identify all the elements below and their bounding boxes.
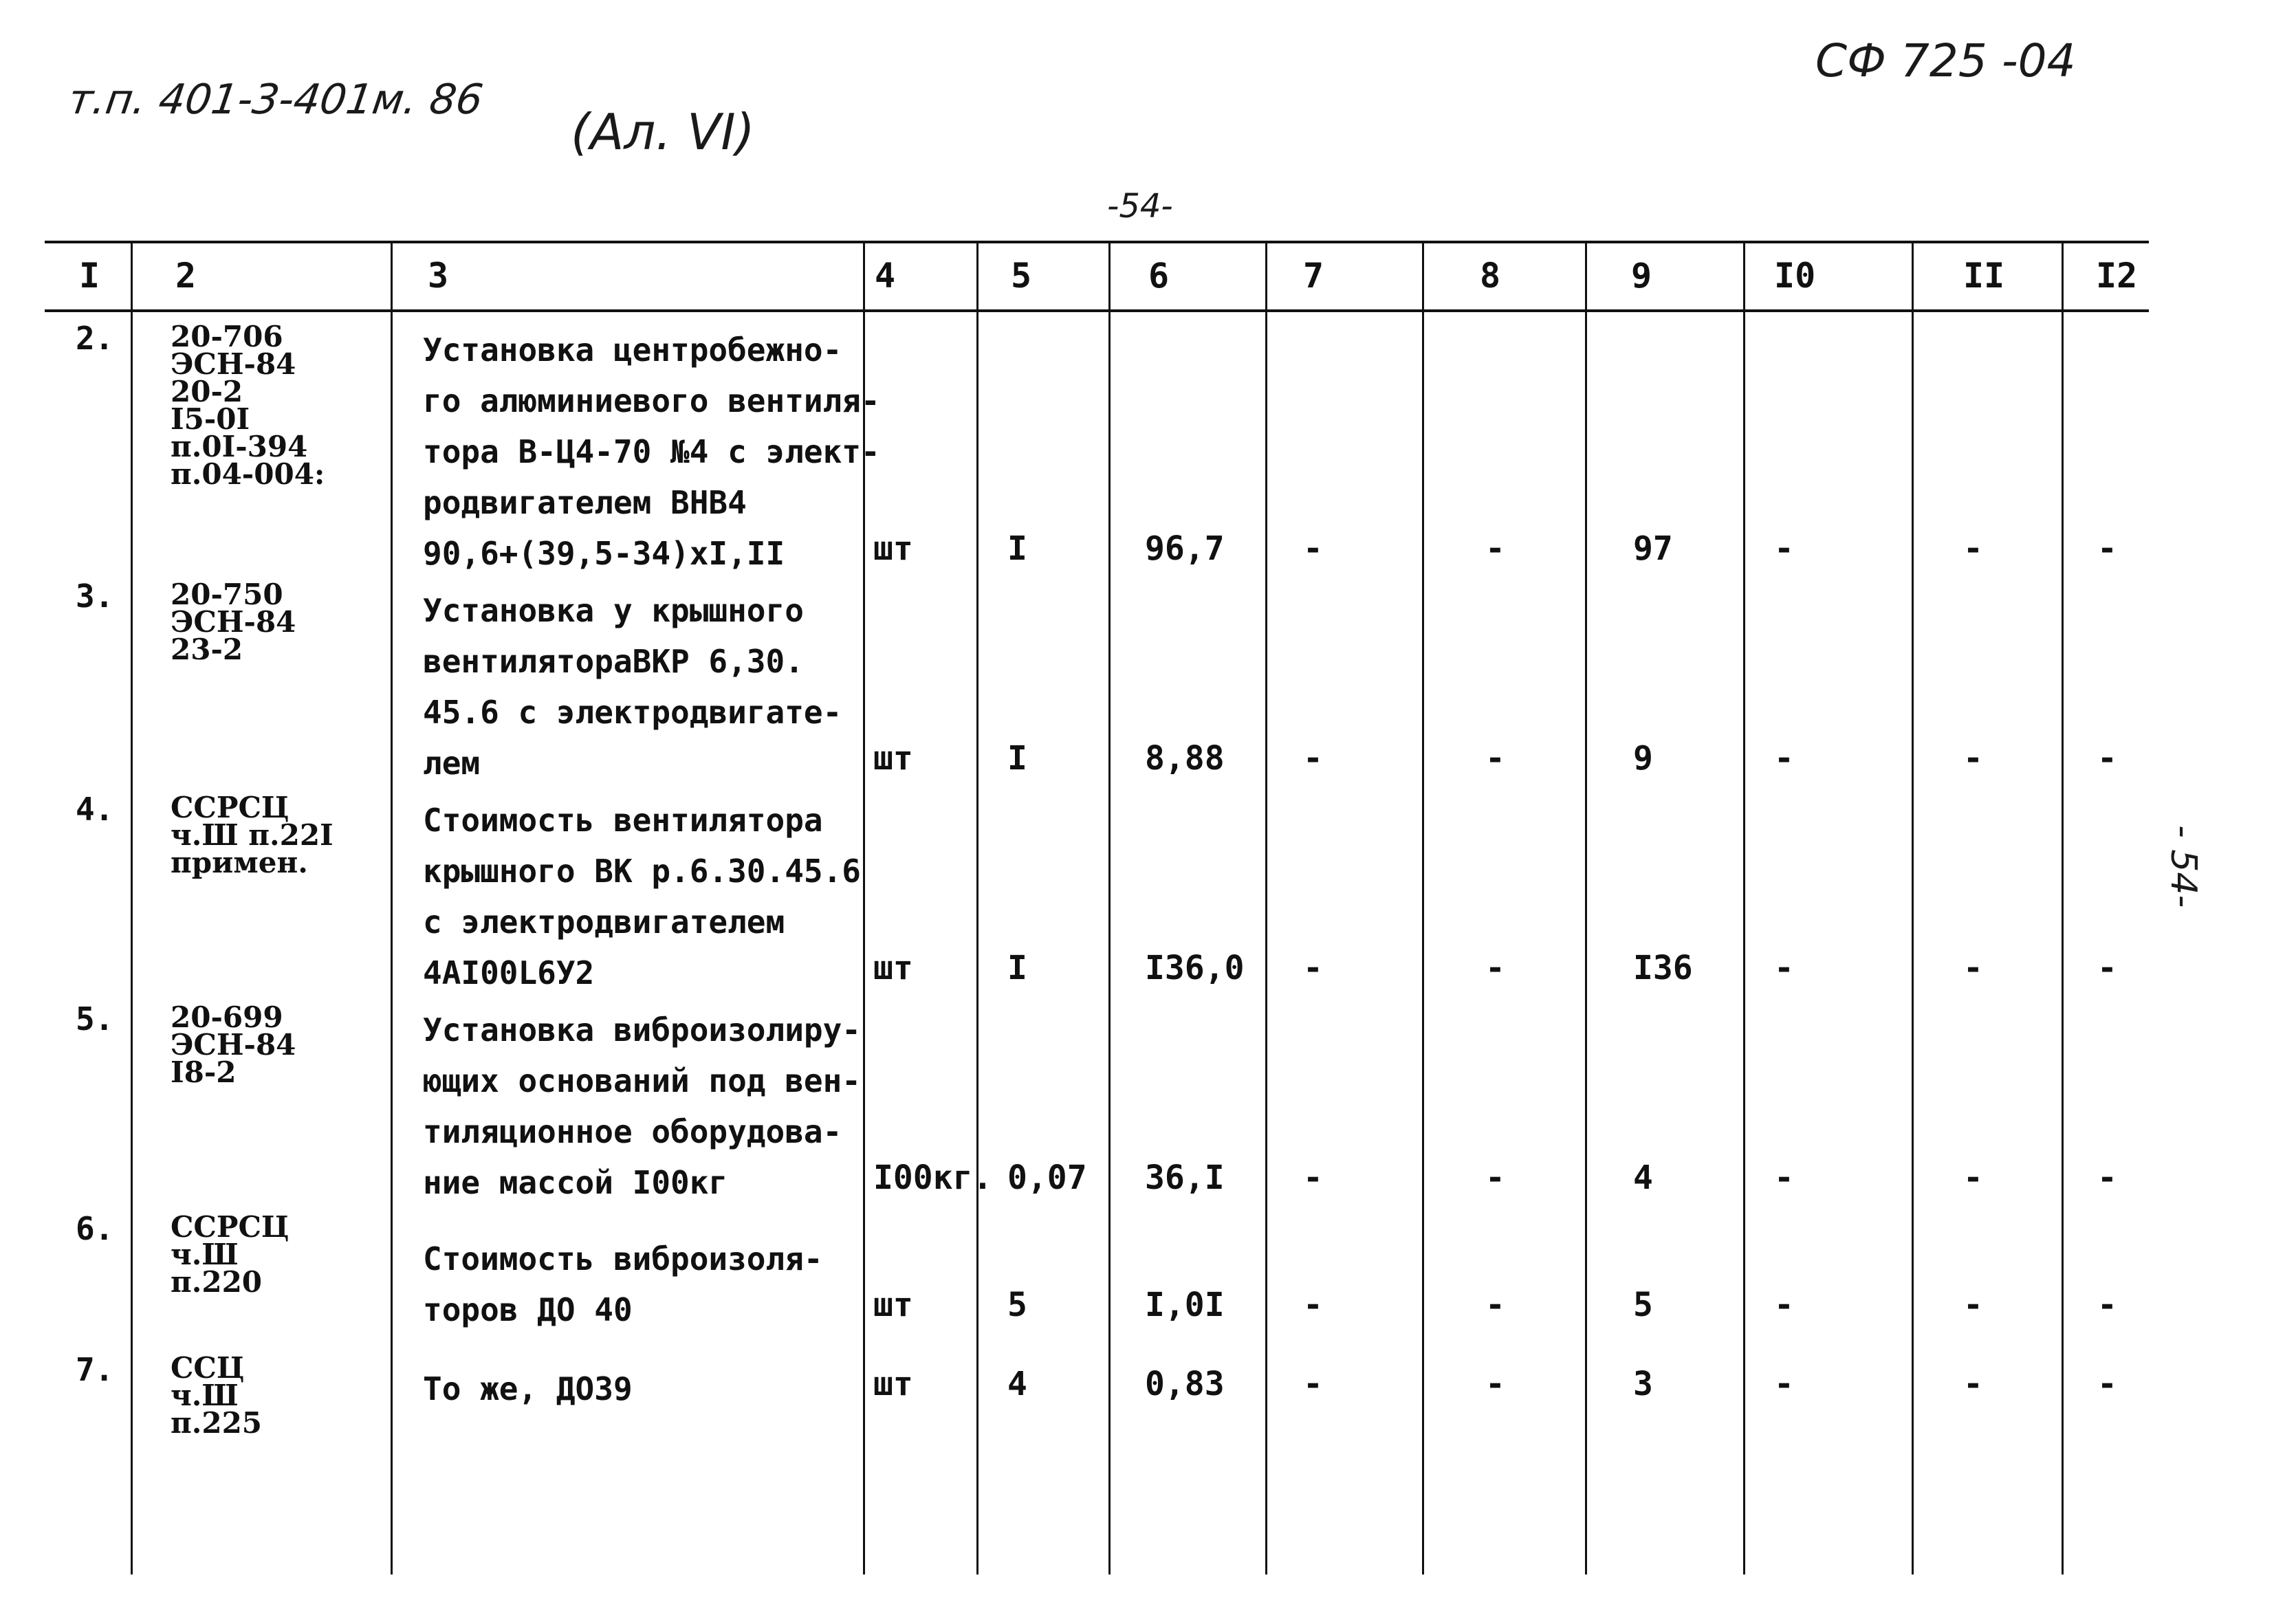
cell-c8: - bbox=[1485, 739, 1505, 778]
norm-code: 23-2 bbox=[171, 633, 243, 666]
cell-c9: 9 bbox=[1633, 739, 1653, 778]
cell-c4: шт bbox=[873, 1365, 913, 1403]
work-description bbox=[423, 1233, 823, 1335]
cell-c12: - bbox=[2097, 1159, 2117, 1197]
norm-code: примен. bbox=[171, 846, 308, 879]
cell-c9: 4 bbox=[1633, 1159, 1653, 1197]
description-line: тиляционное оборудова- bbox=[423, 1113, 842, 1150]
description-line: крышного ВК р.6.30.45.6 bbox=[423, 853, 861, 890]
cell-c11: - bbox=[1963, 739, 1983, 778]
description-line: 45.6 с электродвигате- bbox=[423, 694, 842, 731]
cell-c4: шт bbox=[873, 529, 913, 568]
cell-c4: I00кг. bbox=[873, 1159, 993, 1197]
description-line: Стоимость вентилятора bbox=[423, 802, 823, 839]
column-divider bbox=[131, 242, 133, 1574]
work-description bbox=[423, 1363, 633, 1414]
description-line: Стоимость виброизоля- bbox=[423, 1240, 823, 1277]
cell-c9: 5 bbox=[1633, 1286, 1653, 1324]
column-header: 8 bbox=[1480, 256, 1501, 296]
cell-c11: - bbox=[1963, 1159, 1983, 1197]
cell-c7: - bbox=[1303, 529, 1323, 568]
cell-c4: шт bbox=[873, 1286, 913, 1324]
column-header: 9 bbox=[1631, 256, 1652, 296]
column-header: 7 bbox=[1303, 256, 1324, 296]
sheet-label: (Ал. VI) bbox=[571, 103, 755, 161]
cell-c12: - bbox=[2097, 949, 2117, 987]
cell-c8: - bbox=[1485, 1286, 1505, 1324]
cell-c5: 4 bbox=[1007, 1365, 1027, 1403]
cell-c12: - bbox=[2097, 739, 2117, 778]
norm-code: ССРСЦ bbox=[171, 791, 289, 824]
cell-c8: - bbox=[1485, 1365, 1505, 1403]
cell-c5: 0,07 bbox=[1007, 1159, 1087, 1197]
column-divider bbox=[391, 242, 393, 1574]
norm-code: 20-750 bbox=[171, 578, 283, 611]
cell-c7: - bbox=[1303, 949, 1323, 987]
norm-codes bbox=[171, 791, 334, 879]
column-divider bbox=[1743, 242, 1745, 1574]
description-line: лем bbox=[423, 745, 481, 782]
page-number: -54- bbox=[1107, 187, 1173, 226]
cell-c11: - bbox=[1963, 949, 1983, 987]
cell-c6: 36,I bbox=[1145, 1159, 1225, 1197]
norm-code: I8-2 bbox=[171, 1055, 237, 1089]
norm-code: I5-0I bbox=[171, 402, 250, 436]
norm-code: п.220 bbox=[171, 1265, 263, 1299]
norm-code: 20-2 bbox=[171, 375, 243, 408]
column-divider bbox=[1912, 242, 1914, 1574]
column-header: 3 bbox=[428, 256, 449, 296]
column-header: 4 bbox=[875, 256, 896, 296]
description-line: 4АI00L6У2 bbox=[423, 954, 595, 991]
column-header: II bbox=[1963, 256, 2005, 296]
cell-c8: - bbox=[1485, 1159, 1505, 1197]
column-divider bbox=[1422, 242, 1424, 1574]
norm-codes bbox=[171, 1210, 289, 1299]
column-divider bbox=[1265, 242, 1267, 1574]
description-line: ние массой I00кг bbox=[423, 1164, 728, 1201]
cell-c9: 3 bbox=[1633, 1365, 1653, 1403]
description-line: тора В-Ц4-70 №4 с элект- bbox=[423, 433, 880, 470]
cell-c10: - bbox=[1774, 529, 1794, 568]
column-header: 5 bbox=[1011, 256, 1032, 296]
column-header: I2 bbox=[2096, 256, 2138, 296]
norm-codes bbox=[171, 1000, 296, 1089]
cell-c5: I bbox=[1007, 739, 1027, 778]
cell-c6: I,0I bbox=[1145, 1286, 1225, 1324]
description-line: Установка виброизолиру- bbox=[423, 1011, 861, 1049]
document-code: т.п. 401-3-401м. 86 bbox=[65, 76, 486, 124]
cell-c10: - bbox=[1774, 1365, 1794, 1403]
cell-c10: - bbox=[1774, 949, 1794, 987]
cell-c8: - bbox=[1485, 949, 1505, 987]
work-description bbox=[423, 795, 861, 998]
cell-c12: - bbox=[2097, 1286, 2117, 1324]
cell-c11: - bbox=[1963, 1286, 1983, 1324]
description-line: родвигателем ВНВ4 bbox=[423, 484, 747, 521]
column-divider bbox=[976, 242, 979, 1574]
norm-code: п.225 bbox=[171, 1406, 263, 1440]
norm-code: ЭСН-84 bbox=[171, 605, 296, 639]
column-header: I0 bbox=[1774, 256, 1816, 296]
work-description bbox=[423, 1005, 861, 1208]
work-description bbox=[423, 325, 880, 579]
side-page-number: - 54- bbox=[2163, 825, 2204, 908]
cell-c10: - bbox=[1774, 1286, 1794, 1324]
description-line: То же, ДО39 bbox=[423, 1370, 633, 1407]
cell-c6: 0,83 bbox=[1145, 1365, 1225, 1403]
norm-code: ССЦ bbox=[171, 1351, 245, 1385]
column-header: I bbox=[79, 256, 100, 296]
description-line: 90,6+(39,5-34)xI,II bbox=[423, 535, 785, 572]
description-line: Установка центробежно- bbox=[423, 331, 842, 369]
norm-code: 20-706 bbox=[171, 320, 283, 353]
description-line: Установка у крышного bbox=[423, 592, 804, 629]
column-header: 6 bbox=[1148, 256, 1170, 296]
cell-c5: 5 bbox=[1007, 1286, 1027, 1324]
cell-c7: - bbox=[1303, 739, 1323, 778]
norm-codes bbox=[171, 1351, 263, 1440]
column-divider bbox=[1108, 242, 1111, 1574]
cell-c11: - bbox=[1963, 529, 1983, 568]
cell-c11: - bbox=[1963, 1365, 1983, 1403]
cell-c8: - bbox=[1485, 529, 1505, 568]
norm-code: п.0I-394 bbox=[171, 430, 308, 463]
work-description bbox=[423, 585, 842, 789]
cell-c12: - bbox=[2097, 529, 2117, 568]
table-header-rule bbox=[45, 309, 2149, 312]
norm-code: ч.Ш bbox=[171, 1379, 239, 1412]
norm-codes bbox=[171, 578, 296, 666]
cell-c9: I36 bbox=[1633, 949, 1693, 987]
norm-code: ч.Ш п.22I bbox=[171, 818, 334, 852]
cell-c10: - bbox=[1774, 1159, 1794, 1197]
row-number: 4. bbox=[76, 791, 114, 828]
row-number: 3. bbox=[76, 578, 114, 615]
cell-c7: - bbox=[1303, 1365, 1323, 1403]
norm-code: ЭСН-84 bbox=[171, 1028, 296, 1062]
column-divider bbox=[2062, 242, 2064, 1574]
cell-c6: 96,7 bbox=[1145, 529, 1225, 568]
cell-c7: - bbox=[1303, 1159, 1323, 1197]
description-line: торов ДО 40 bbox=[423, 1291, 633, 1328]
norm-code: ССРСЦ bbox=[171, 1210, 289, 1244]
description-line: ющих оснований под вен- bbox=[423, 1062, 861, 1099]
column-divider bbox=[1585, 242, 1587, 1574]
cell-c9: 97 bbox=[1633, 529, 1673, 568]
row-number: 2. bbox=[76, 320, 114, 357]
cell-c12: - bbox=[2097, 1365, 2117, 1403]
norm-code: ЭСН-84 bbox=[171, 347, 296, 381]
cell-c7: - bbox=[1303, 1286, 1323, 1324]
column-header: 2 bbox=[175, 256, 197, 296]
norm-code: 20-699 bbox=[171, 1000, 283, 1034]
cell-c5: I bbox=[1007, 529, 1027, 568]
description-line: вентилятораВКР 6,30. bbox=[423, 643, 804, 680]
cell-c4: шт bbox=[873, 739, 913, 778]
cell-c4: шт bbox=[873, 949, 913, 987]
description-line: с электродвигателем bbox=[423, 903, 785, 941]
cell-c6: 8,88 bbox=[1145, 739, 1225, 778]
cell-c10: - bbox=[1774, 739, 1794, 778]
norm-code: п.04-004: bbox=[171, 457, 325, 491]
norm-code: ч.Ш bbox=[171, 1238, 239, 1271]
reference-number: СФ 725 -04 bbox=[1815, 34, 2076, 87]
row-number: 7. bbox=[76, 1351, 114, 1388]
description-line: го алюминиевого вентиля- bbox=[423, 382, 880, 419]
table-top-rule bbox=[45, 241, 2149, 243]
cell-c5: I bbox=[1007, 949, 1027, 987]
norm-codes bbox=[171, 320, 325, 491]
row-number: 5. bbox=[76, 1000, 114, 1038]
row-number: 6. bbox=[76, 1210, 114, 1247]
cell-c6: I36,0 bbox=[1145, 949, 1245, 987]
